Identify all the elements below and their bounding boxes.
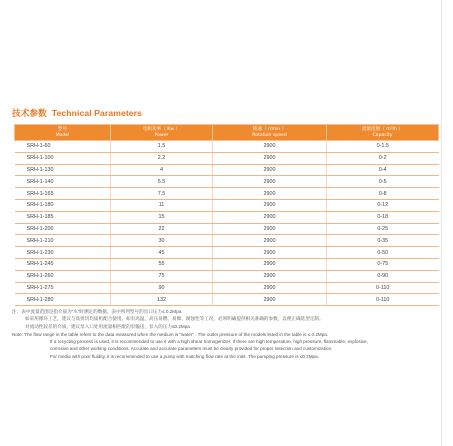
section-title [12,107,142,119]
section-title-en: Technical Parameters [51,108,142,118]
cell-rotation-speed: 2900 [213,294,327,306]
header-model-en: Model [55,132,70,138]
cell-capacity: 0-35 [327,235,439,247]
table-row [15,188,439,200]
cell-power: 1.5 [111,141,213,153]
cell-model: SRH-1-230 [15,247,111,259]
note-en-3: corrosive and other working conditions. Accurate and accurate parameters must be clearly provided for proper selection and customization. [50,346,333,352]
cell-power: 11 [111,199,213,211]
header-rotation-speed-zh: 转速（ r/min ） [252,126,287,132]
cell-capacity: 0-50 [327,247,439,259]
cell-capacity: 0-4 [327,164,439,176]
header-rotation-speed-en: Rotation speed [252,132,287,138]
header-model-zh: 型号 [57,126,68,132]
table-row [15,247,439,259]
cell-rotation-speed: 2900 [213,247,327,259]
cell-capacity: 0-12 [327,199,439,211]
cell-capacity: 0-1.5 [327,141,439,153]
note-en-2: If a recycling process is used, it is recommended to use it with a high shear homogenizer. If there are high temperature, high pressure, flammable, explosive, [50,339,368,345]
cell-capacity: 0-90 [327,270,439,282]
note-en-1: Note: The flow range in the table refers to the data measured when the medium is "water" . The outlet pressure of the models listed in the table is ≤ 0.2Mpa. [12,331,329,337]
header-rotation-speed [213,125,327,141]
cell-power: 2.2 [111,152,213,164]
section-title-zh: 技术参数 [12,108,47,118]
note-en-4: For media with poor fluidity, it is recommended to use a pump with matching flow rate at the inlet. The pumping pressure is ≤0.2Mpa. [50,353,319,359]
cell-model: SRH-1-140 [15,176,111,188]
table-row [15,235,439,247]
notes-block [12,308,438,360]
table-header-row [15,125,439,141]
cell-model: SRH-1-200 [15,223,111,235]
cell-rotation-speed: 2900 [213,188,327,200]
table-row [15,294,439,306]
note-zh-3: 对流动性较差的介质，建议泵入口处用流量相匹配的泵输送，泵入的压力≤0.2Mpa [25,323,190,329]
cell-model: SRH-1-210 [15,235,111,247]
cell-power: 4 [111,164,213,176]
table-row [15,282,439,294]
cell-rotation-speed: 2900 [213,152,327,164]
header-power-en: Power [154,132,169,138]
cell-model: SRH-1-280 [15,294,111,306]
cell-capacity: 0-8 [327,188,439,200]
cell-power: 90 [111,282,213,294]
cell-capacity: 0-2 [327,152,439,164]
table-row [15,141,439,153]
cell-capacity: 0-110 [327,282,439,294]
cell-model: SRH-1-165 [15,188,111,200]
cell-rotation-speed: 2900 [213,211,327,223]
technical-parameters-table [14,124,439,306]
header-capacity [327,125,439,141]
cell-capacity: 0-25 [327,223,439,235]
cell-model: SRH-1-185 [15,211,111,223]
cell-rotation-speed: 2900 [213,282,327,294]
table-row [15,211,439,223]
cell-rotation-speed: 2900 [213,223,327,235]
cell-model: SRH-1-245 [15,258,111,270]
header-capacity-en: Capacity [372,132,393,138]
cell-capacity: 0-5 [327,176,439,188]
table-row [15,199,439,211]
cell-power: 7.5 [111,188,213,200]
right-edge-rule [441,0,442,446]
cell-capacity: 0-75 [327,258,439,270]
cell-model: SRH-1-180 [15,199,111,211]
cell-power: 5.5 [111,176,213,188]
note-zh-1: 注：表中流量范围是指介质为“水”时测定的数据，表中所列型号的出口压力≤ 0.2Mpa. [12,309,183,314]
cell-rotation-speed: 2900 [213,235,327,247]
header-power [111,125,213,141]
cell-power: 75 [111,270,213,282]
cell-power: 30 [111,235,213,247]
cell-rotation-speed: 2900 [213,141,327,153]
table-row [15,270,439,282]
header-capacity-zh: 流量范围（ m³/h ） [361,126,404,132]
cell-model: SRH-1-130 [15,164,111,176]
cell-model: SRH-1-275 [15,282,111,294]
cell-power: 55 [111,258,213,270]
cell-rotation-speed: 2900 [213,270,327,282]
cell-power: 15 [111,211,213,223]
cell-model: SRH-1-260 [15,270,111,282]
cell-rotation-speed: 2900 [213,164,327,176]
cell-power: 22 [111,223,213,235]
table-row [15,152,439,164]
table-row [15,176,439,188]
header-model [15,125,111,141]
cell-power: 132 [111,294,213,306]
cell-capacity: 0-110 [327,294,439,306]
note-zh-2: 如采用循环工艺，建议与高剪切均质机配合使用。如有高温、高压易燃、易爆、腐蚀性等工况，必须明确提供相关准确的参数，以便正确选型定制。 [25,316,324,322]
cell-rotation-speed: 2900 [213,176,327,188]
cell-capacity: 0-18 [327,211,439,223]
cell-model: SRH-1-60 [15,141,111,153]
cell-model: SRH-1-100 [15,152,111,164]
header-power-zh: 电机功率（ Kw ） [142,126,181,132]
cell-rotation-speed: 2900 [213,199,327,211]
table-body [15,141,439,306]
table-row [15,223,439,235]
cell-rotation-speed: 2900 [213,258,327,270]
table-row [15,258,439,270]
table-row [15,164,439,176]
cell-power: 45 [111,247,213,259]
